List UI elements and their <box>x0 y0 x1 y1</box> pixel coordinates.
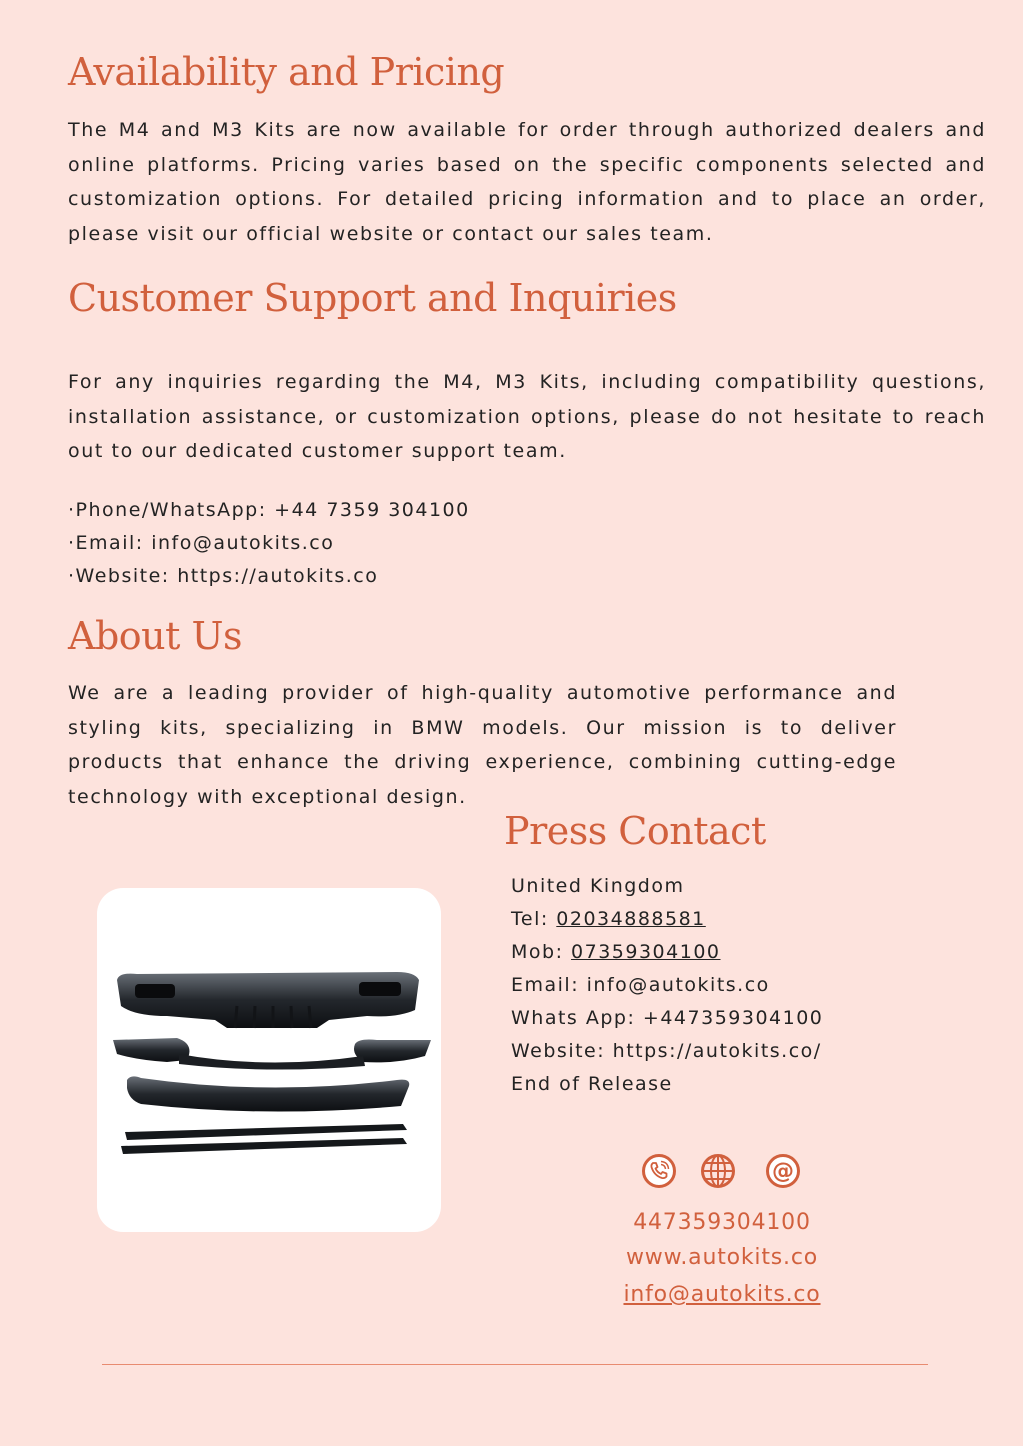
support-heading: Customer Support and Inquiries <box>68 276 677 320</box>
phone-icon[interactable] <box>642 1154 676 1188</box>
product-image <box>97 888 441 1232</box>
press-tel-label: Tel: <box>511 908 557 930</box>
bumper-kit-image <box>97 888 441 1232</box>
press-tel-link[interactable]: 02034888581 <box>556 908 706 930</box>
about-heading: About Us <box>68 614 242 658</box>
support-email: ·Email: info@autokits.co <box>68 532 335 554</box>
availability-body: The M4 and M3 Kits are now available for order through authorized dealers and online platforms. Pricing varies based on the specific components selected and customization options. For detailed pricing information and to place an order, please visit our official website or contact our sales team. <box>68 119 986 246</box>
contact-phone[interactable]: 447359304100 <box>633 1210 811 1235</box>
press-mob-link[interactable]: 07359304100 <box>571 941 721 963</box>
press-email: Email: info@autokits.co <box>511 974 770 996</box>
press-end: End of Release <box>511 1073 673 1095</box>
availability-heading: Availability and Pricing <box>68 50 505 94</box>
press-mob <box>511 936 721 969</box>
press-website: Website: https://autokits.co/ <box>511 1040 822 1062</box>
press-heading: Press Contact <box>504 809 766 853</box>
globe-icon[interactable] <box>701 1154 735 1188</box>
press-country: United Kingdom <box>511 875 685 897</box>
svg-text:@: @ <box>772 1159 794 1184</box>
support-body: For any inquiries regarding the M4, M3 Kits, including compatibility questions, installation assistance, or customization options, please do not hesitate to reach out to our dedicated customer support team. <box>68 371 986 463</box>
at-icon[interactable] <box>766 1154 800 1188</box>
support-phone: ·Phone/WhatsApp: +44 7359 304100 <box>68 499 470 521</box>
press-mob-label: Mob: <box>511 941 572 963</box>
about-body: We are a leading provider of high-quality automotive performance and styling kits, specializing in BMW models. Our mission is to deliver products that enhance the driving experience, combining cutting-edge technology with exceptional design. <box>68 682 897 809</box>
press-tel <box>511 903 706 936</box>
contact-website[interactable]: www.autokits.co <box>626 1245 818 1270</box>
footer-divider <box>102 1364 928 1365</box>
press-whatsapp: Whats App: +447359304100 <box>511 1007 824 1029</box>
contact-email[interactable]: info@autokits.co <box>623 1282 821 1307</box>
support-website: ·Website: https://autokits.co <box>68 565 379 587</box>
